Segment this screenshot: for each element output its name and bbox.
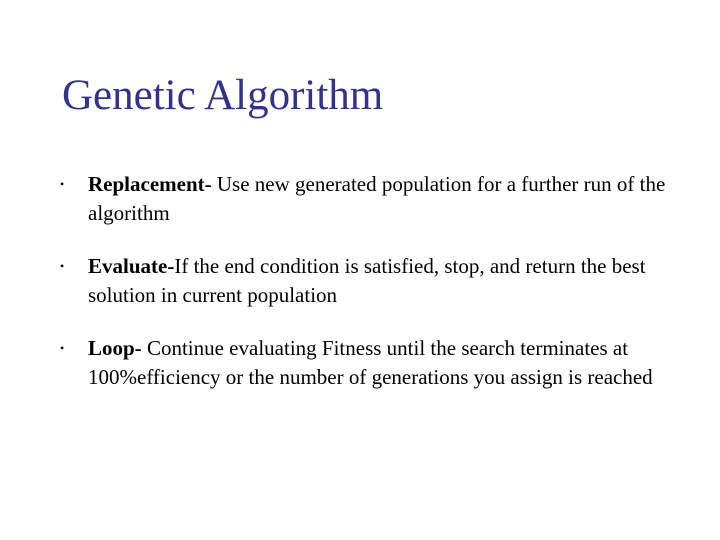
bullet-term: Replacement- — [88, 172, 212, 196]
bullet-term: Evaluate- — [88, 254, 175, 278]
bullet-item-evaluate — [60, 252, 680, 310]
slide-title: Genetic Algorithm — [62, 72, 384, 119]
bullet-icon: • — [60, 259, 65, 273]
bullet-text: Continue evaluating Fitness until the search terminates at 100%efficiency or the number of generations you assign is reached — [88, 336, 653, 389]
bullet-list — [60, 170, 680, 392]
bullet-item-loop — [60, 334, 680, 392]
bullet-text: Use new generated population for a further run of the algorithm — [88, 172, 666, 225]
bullet-item-replacement — [60, 170, 680, 228]
bullet-icon: • — [60, 177, 65, 191]
bullet-text: If the end condition is satisfied, stop, and return the best solution in current population — [88, 254, 646, 307]
bullet-icon: • — [60, 341, 65, 355]
bullet-term: Loop- — [88, 336, 142, 360]
